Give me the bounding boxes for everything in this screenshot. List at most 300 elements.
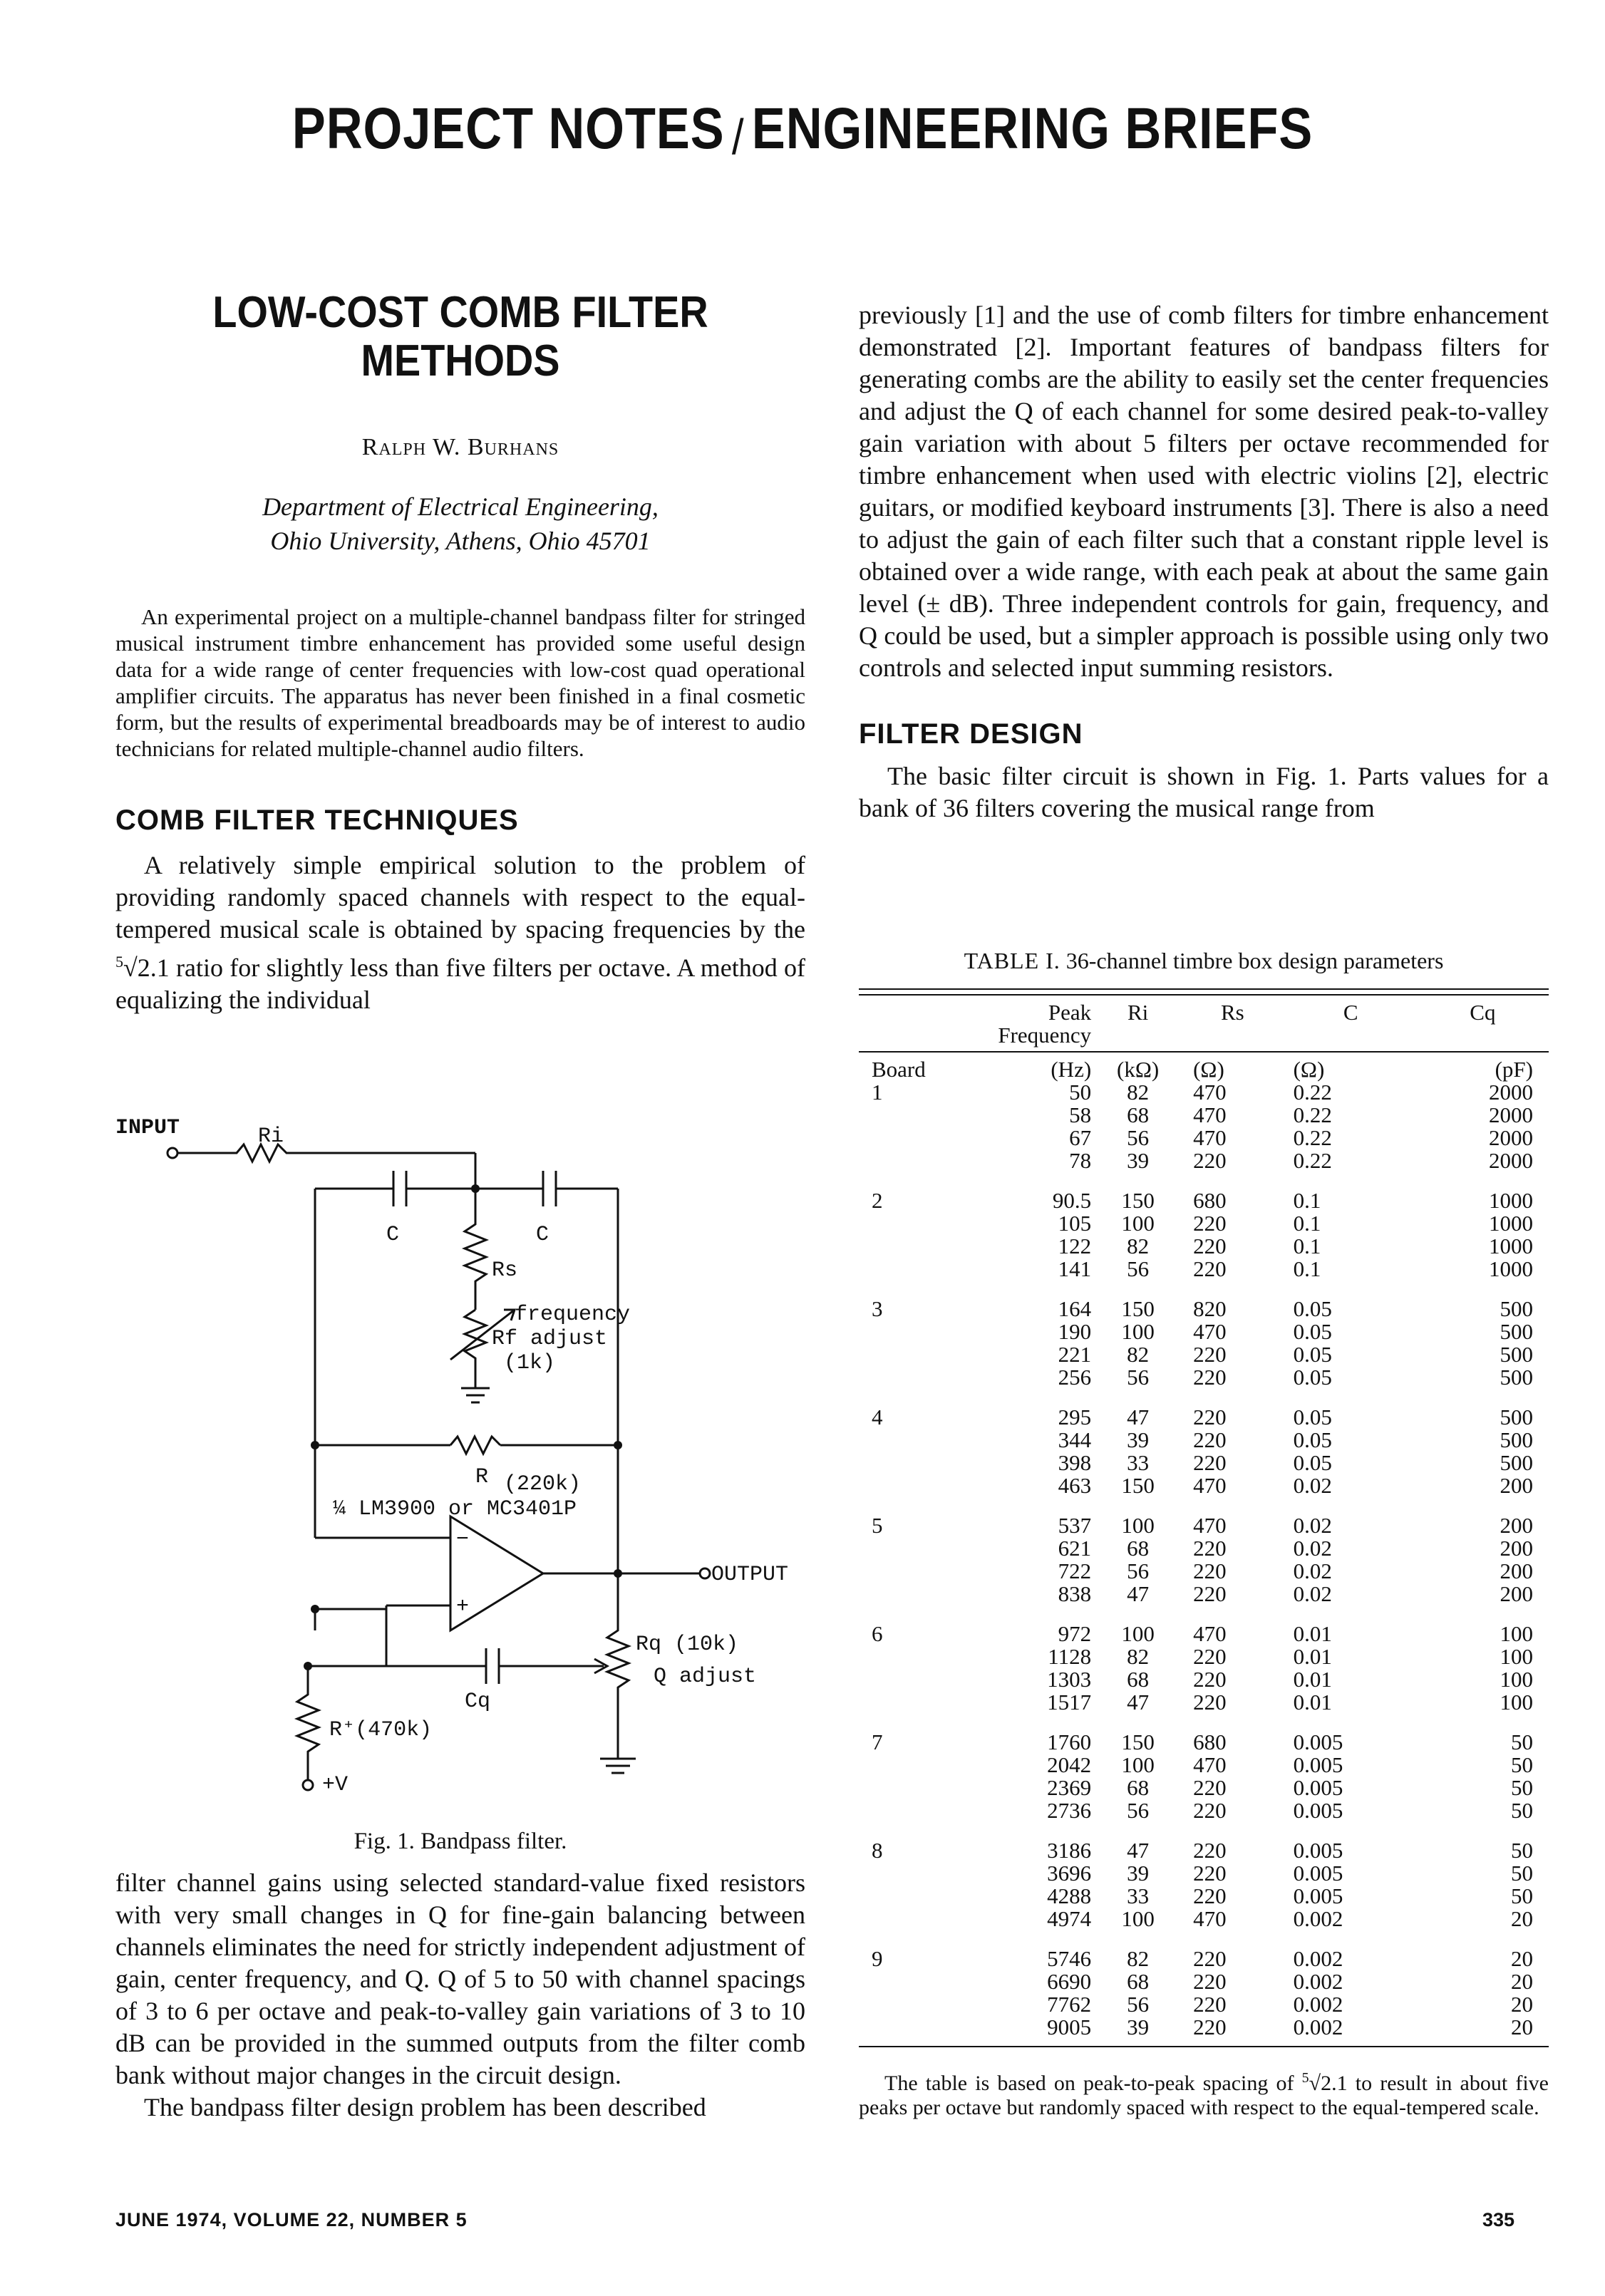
table-header-row xyxy=(859,996,1549,1052)
cell-cq: 2000 xyxy=(1489,1080,1533,1105)
label-plus: + xyxy=(456,1595,470,1619)
table-top-rule xyxy=(859,988,1549,990)
cell-cq: 500 xyxy=(1500,1296,1533,1321)
footer-issue: JUNE 1974, VOLUME 22, NUMBER 5 xyxy=(115,2209,468,2230)
cell-ri: 56 xyxy=(1127,1558,1150,1583)
cell-peak-frequency: 221 xyxy=(1058,1342,1092,1367)
cell-peak-frequency: 50 xyxy=(1069,1080,1092,1105)
footer-page-number: 335 xyxy=(1482,2209,1515,2230)
cell-board xyxy=(859,1212,953,1235)
cell-ri: 150 xyxy=(1121,1473,1155,1498)
cell-c: 0.1 xyxy=(1293,1188,1321,1213)
cell-peak-frequency: 1760 xyxy=(1047,1729,1092,1754)
title-line-2: METHODS xyxy=(361,336,560,386)
cell-rs: 220 xyxy=(1193,2015,1227,2039)
cell-cq: 100 xyxy=(1500,1644,1533,1669)
cell-board xyxy=(859,1691,953,1714)
section-heading-comb: COMB FILTER TECHNIQUES xyxy=(115,805,519,836)
cell-board xyxy=(859,1754,953,1777)
cell-peak-frequency: 1303 xyxy=(1047,1667,1092,1692)
cell-ri: 150 xyxy=(1121,1188,1155,1213)
cell-c: 0.02 xyxy=(1293,1558,1332,1583)
cell-ri: 39 xyxy=(1127,1148,1150,1173)
cell-c: 0.05 xyxy=(1293,1427,1332,1452)
table-row xyxy=(859,1343,1549,1366)
cell-rs: 470 xyxy=(1193,1621,1227,1646)
cell-rs: 220 xyxy=(1193,1342,1227,1367)
table-row xyxy=(859,1497,1549,1537)
cell-board xyxy=(859,1474,953,1497)
section-heading-filter: FILTER DESIGN xyxy=(859,718,1083,750)
cell-cq: 20 xyxy=(1511,1969,1533,1994)
cell-cq: 20 xyxy=(1511,1906,1533,1931)
resistor-rf xyxy=(465,1310,486,1388)
cell-board xyxy=(859,1149,953,1172)
unit-cq: (pF) xyxy=(1495,1057,1533,1082)
cell-ri: 33 xyxy=(1127,1450,1150,1475)
label-ic: ¼ LM3900 or MC3401P xyxy=(333,1497,577,1521)
cell-c: 0.005 xyxy=(1293,1729,1343,1754)
table-row xyxy=(859,1212,1549,1235)
cell-peak-frequency: 9005 xyxy=(1047,2015,1092,2039)
cell-ri: 56 xyxy=(1127,1992,1150,2017)
cell-cq: 20 xyxy=(1511,2015,1533,2039)
table-row xyxy=(859,1258,1549,1281)
cell-board xyxy=(859,1104,953,1127)
title-line-1: LOW-COST COMB FILTER xyxy=(212,288,708,337)
table-row xyxy=(859,1104,1549,1127)
cell-peak-frequency: 164 xyxy=(1058,1296,1092,1321)
affiliation-line-1: Department of Electrical Engineering, xyxy=(262,492,659,521)
cell-peak-frequency: 537 xyxy=(1058,1513,1092,1538)
resistor-r xyxy=(450,1437,500,1454)
cell-cq: 500 xyxy=(1500,1427,1533,1452)
cell-board xyxy=(859,1320,953,1343)
label-r-value: (220k) xyxy=(504,1472,582,1496)
cell-rs: 220 xyxy=(1193,1581,1227,1606)
cell-rs: 470 xyxy=(1193,1752,1227,1777)
left-column xyxy=(115,289,805,1016)
cell-peak-frequency: 1128 xyxy=(1048,1644,1092,1669)
cell-rs: 220 xyxy=(1193,1450,1227,1475)
cell-ri: 82 xyxy=(1127,1234,1150,1258)
cell-cq: 200 xyxy=(1500,1558,1533,1583)
cell-cq: 500 xyxy=(1500,1342,1533,1367)
cell-ri: 33 xyxy=(1127,1883,1150,1908)
cell-c: 0.1 xyxy=(1293,1234,1321,1258)
cell-ri: 56 xyxy=(1127,1256,1150,1281)
cell-c: 0.005 xyxy=(1293,1861,1343,1886)
unit-c: (Ω) xyxy=(1293,1057,1325,1082)
cell-cq: 200 xyxy=(1500,1513,1533,1538)
cell-peak-frequency: 6690 xyxy=(1047,1969,1092,1994)
cell-cq: 1000 xyxy=(1489,1234,1533,1258)
cell-rs: 220 xyxy=(1193,1969,1227,1994)
cell-rs: 220 xyxy=(1193,1946,1227,1971)
label-minus: − xyxy=(456,1528,470,1552)
cell-rs: 220 xyxy=(1193,1667,1227,1692)
table-row xyxy=(859,1366,1549,1389)
cell-c: 0.02 xyxy=(1293,1536,1332,1561)
table-row xyxy=(859,1908,1549,1930)
root-symbol: √ xyxy=(123,953,138,982)
label-input: INPUT xyxy=(115,1116,180,1140)
cell-c: 0.005 xyxy=(1293,1798,1343,1823)
cell-ri: 68 xyxy=(1127,1969,1150,1994)
cell-board: 7 xyxy=(872,1729,883,1754)
cell-c: 0.02 xyxy=(1293,1513,1332,1538)
cell-cq: 1000 xyxy=(1489,1211,1533,1236)
cell-rs: 470 xyxy=(1193,1513,1227,1538)
unit-freq: (Hz) xyxy=(1051,1057,1092,1082)
cell-cq: 500 xyxy=(1500,1365,1533,1390)
table-row xyxy=(859,1799,1549,1822)
cell-board xyxy=(859,1993,953,2016)
cell-c: 0.05 xyxy=(1293,1450,1332,1475)
cell-cq: 50 xyxy=(1511,1729,1533,1754)
table-row xyxy=(859,1930,1549,1970)
table-row xyxy=(859,1429,1549,1452)
header-freq: Peak Frequency xyxy=(998,1000,1092,1048)
cell-c: 0.05 xyxy=(1293,1342,1332,1367)
cell-rs: 680 xyxy=(1193,1188,1227,1213)
table-row xyxy=(859,1645,1549,1668)
cell-rs: 220 xyxy=(1193,1365,1227,1390)
table-note-root-symbol: √ xyxy=(1309,2072,1321,2095)
comb-paragraph-1 xyxy=(115,849,805,1016)
cell-board xyxy=(859,1235,953,1258)
table-row xyxy=(859,1605,1549,1645)
unit-rs: (Ω) xyxy=(1193,1057,1224,1082)
affiliation xyxy=(115,490,805,558)
cell-board xyxy=(859,2016,953,2039)
label-rq: Rq (10k) xyxy=(636,1633,739,1657)
table-row xyxy=(859,1452,1549,1474)
table-note-before: The table is based on peak-to-peak spacing of xyxy=(884,2072,1302,2095)
cell-rs: 470 xyxy=(1193,1125,1227,1150)
cell-cq: 500 xyxy=(1500,1405,1533,1429)
cell-c: 0.01 xyxy=(1293,1621,1332,1646)
cell-ri: 47 xyxy=(1127,1405,1150,1429)
cell-cq: 2000 xyxy=(1489,1148,1533,1173)
label-ri: Ri xyxy=(258,1124,284,1149)
page-header xyxy=(113,96,1493,165)
cell-c: 0.005 xyxy=(1293,1838,1343,1863)
table-row xyxy=(859,1862,1549,1885)
cell-rs: 680 xyxy=(1193,1729,1227,1754)
cell-board xyxy=(859,1908,953,1930)
cell-peak-frequency: 3186 xyxy=(1047,1838,1092,1863)
table-units-row xyxy=(859,1052,1549,1081)
comb-paragraph-1-continued: filter channel gains using selected standard-value fixed resistors with very small changes in Q for fine-gain balancing between channels eliminates the need for strictly independent adjustment of gain, center frequency, and Q. Q of 5 to 50 with channel spacings of 3 to 6 per octave and peak-to-valley gain variations of 3 to 10 dB can be provided in the summed outputs from the filter comb bank without major changes in the circuit design. xyxy=(115,1868,805,2089)
table-note-after: 2.1 to result in about five peaks per octave but randomly spaced with respect to the equal-tempered scale. xyxy=(859,2072,1549,2119)
cell-cq: 1000 xyxy=(1489,1256,1533,1281)
figure-bandpass-filter xyxy=(115,1116,805,1854)
cell-ri: 68 xyxy=(1127,1667,1150,1692)
label-q-adjust: Q adjust xyxy=(654,1665,757,1689)
cell-ri: 39 xyxy=(1127,2015,1150,2039)
cell-c: 0.01 xyxy=(1293,1667,1332,1692)
table-row xyxy=(859,1235,1549,1258)
cell-cq: 100 xyxy=(1500,1667,1533,1692)
cell-ri: 47 xyxy=(1127,1838,1150,1863)
label-rs: Rs xyxy=(492,1258,518,1283)
cell-c: 0.05 xyxy=(1293,1296,1332,1321)
cell-rs: 220 xyxy=(1193,1536,1227,1561)
right-column xyxy=(859,299,1549,824)
figure-caption: Fig. 1. Bandpass filter. xyxy=(353,1829,567,1854)
cell-c: 0.05 xyxy=(1293,1365,1332,1390)
cell-c: 0.002 xyxy=(1293,2015,1343,2039)
header-left: PROJECT NOTES xyxy=(291,96,725,161)
cell-peak-frequency: 7762 xyxy=(1047,1992,1092,2017)
cell-board xyxy=(859,1799,953,1822)
cell-cq: 50 xyxy=(1511,1775,1533,1800)
cell-rs: 220 xyxy=(1193,1690,1227,1715)
comb-p1-after: 2.1 ratio for slightly less than five filters per octave. A method of equalizing the individual xyxy=(115,953,805,1014)
right-paragraph-1: previously [1] and the use of comb filters for timbre enhancement demonstrated [2]. Important features of bandpass filters for generating combs are the ability to easily set the center frequencies and adjust the Q of each channel for some desired peak-to-valley gain variation with about 5 filters per octave recommended for timbre enhancement when used with electric violins [2], electric guitars, or modified keyboard instruments [3]. There is also a need to adjust the gain of each filter such that a constant ripple level is obtained over a wide range, with each peak at about the same gain level (± dB). Three independent controls for gain, frequency, and Q could be used, but a simpler approach is possible using only two controls and selected input summing resistors. xyxy=(859,301,1549,682)
cell-peak-frequency: 838 xyxy=(1058,1581,1092,1606)
header-rs: Rs xyxy=(1220,1000,1244,1025)
cell-ri: 39 xyxy=(1127,1427,1150,1452)
abstract: An experimental project on a multiple-channel bandpass filter for stringed musical instrument timbre enhancement has provided some useful design data for a wide range of center frequencies with low-cost quad operational amplifier circuits. The apparatus has never been finished in a final cosmetic form, but the results of experimental breadboards may be of interest to audio technicians for related multiple-channel audio filters. xyxy=(115,604,805,761)
header-slash: / xyxy=(731,109,745,165)
table-row xyxy=(859,1583,1549,1605)
left-column-continued xyxy=(115,1867,805,2124)
table-row xyxy=(859,1320,1549,1343)
cell-ri: 56 xyxy=(1127,1125,1150,1150)
label-rf-adjust: Rf adjust xyxy=(492,1327,608,1351)
cell-board xyxy=(859,1645,953,1668)
table-caption-text: 36-channel timbre box design parameters xyxy=(1065,948,1444,973)
label-c-right: C xyxy=(536,1223,549,1247)
root-index: 5 xyxy=(115,953,123,971)
cell-cq: 100 xyxy=(1500,1621,1533,1646)
cell-board: 8 xyxy=(872,1838,883,1863)
cell-peak-frequency: 621 xyxy=(1058,1536,1092,1561)
output-terminal xyxy=(700,1568,710,1578)
comb-p1-before: A relatively simple empirical solution to the problem of providing randomly spaced channels with respect to the equal-tempered musical scale is obtained by spacing frequencies by the xyxy=(115,851,805,943)
cell-board xyxy=(859,1452,953,1474)
cell-c: 0.1 xyxy=(1293,1211,1321,1236)
cell-peak-frequency: 105 xyxy=(1058,1211,1092,1236)
cell-rs: 470 xyxy=(1193,1906,1227,1931)
cell-ri: 150 xyxy=(1121,1729,1155,1754)
cell-cq: 100 xyxy=(1500,1690,1533,1715)
vplus-terminal xyxy=(303,1780,313,1790)
resistor-ri xyxy=(177,1144,475,1162)
table-row xyxy=(859,1822,1549,1862)
cell-peak-frequency: 295 xyxy=(1058,1405,1092,1429)
cell-rs: 220 xyxy=(1193,1234,1227,1258)
label-c-left: C xyxy=(386,1223,400,1247)
label-rf-value: (1k) xyxy=(504,1351,556,1375)
cell-cq: 50 xyxy=(1511,1883,1533,1908)
unit-ri: (kΩ) xyxy=(1117,1057,1160,1082)
cell-peak-frequency: 5746 xyxy=(1047,1946,1092,1971)
cell-rs: 220 xyxy=(1193,1798,1227,1823)
table-note xyxy=(859,2066,1549,2120)
table-row xyxy=(859,1885,1549,1908)
table-1 xyxy=(859,948,1549,2141)
cell-ri: 100 xyxy=(1121,1906,1155,1931)
cell-rs: 220 xyxy=(1193,1256,1227,1281)
cell-c: 0.005 xyxy=(1293,1883,1343,1908)
cell-board xyxy=(859,1885,953,1908)
cell-peak-frequency: 2042 xyxy=(1047,1752,1092,1777)
cell-ri: 47 xyxy=(1127,1581,1150,1606)
cell-peak-frequency: 122 xyxy=(1058,1234,1092,1258)
cell-c: 0.05 xyxy=(1293,1405,1332,1429)
cell-ri: 150 xyxy=(1121,1296,1155,1321)
cell-board xyxy=(859,1777,953,1799)
resistor-rq xyxy=(607,1573,629,1759)
table-row xyxy=(859,1281,1549,1320)
cell-c: 0.22 xyxy=(1293,1148,1332,1173)
cell-cq: 50 xyxy=(1511,1861,1533,1886)
label-output: OUTPUT xyxy=(711,1563,789,1587)
cell-rs: 220 xyxy=(1193,1883,1227,1908)
cell-rs: 220 xyxy=(1193,1405,1227,1429)
cell-peak-frequency: 1517 xyxy=(1047,1690,1092,1715)
table-row xyxy=(859,1560,1549,1583)
cell-c: 0.01 xyxy=(1293,1690,1332,1715)
cell-board: 3 xyxy=(872,1296,883,1321)
cell-peak-frequency: 722 xyxy=(1058,1558,1092,1583)
cell-cq: 1000 xyxy=(1489,1188,1533,1213)
cell-rs: 220 xyxy=(1193,1992,1227,2017)
comb-paragraph-2: The bandpass filter design problem has been described xyxy=(144,2093,706,2121)
cell-peak-frequency: 398 xyxy=(1058,1450,1092,1475)
cell-c: 0.005 xyxy=(1293,1775,1343,1800)
cell-rs: 470 xyxy=(1193,1080,1227,1105)
cell-rs: 220 xyxy=(1193,1427,1227,1452)
cell-c: 0.005 xyxy=(1293,1752,1343,1777)
cell-board xyxy=(859,1560,953,1583)
cell-ri: 100 xyxy=(1121,1752,1155,1777)
cell-ri: 56 xyxy=(1127,1365,1150,1390)
table-row xyxy=(859,1714,1549,1754)
cell-ri: 68 xyxy=(1127,1102,1150,1127)
filter-paragraph-1: The basic filter circuit is shown in Fig. 1. Parts values for a bank of 36 filters covering the musical range from xyxy=(859,762,1549,822)
cell-board xyxy=(859,1583,953,1605)
affiliation-line-2: Ohio University, Athens, Ohio 45701 xyxy=(270,527,651,555)
resistor-rs xyxy=(465,1189,486,1310)
cell-c: 0.05 xyxy=(1293,1319,1332,1344)
cell-cq: 200 xyxy=(1500,1581,1533,1606)
table-row xyxy=(859,1537,1549,1560)
cell-c: 0.22 xyxy=(1293,1102,1332,1127)
cell-board xyxy=(859,1127,953,1149)
header-right: ENGINEERING BRIEFS xyxy=(751,96,1314,161)
cell-cq: 50 xyxy=(1511,1798,1533,1823)
table-row xyxy=(859,1668,1549,1691)
cell-ri: 68 xyxy=(1127,1536,1150,1561)
schematic-diagram xyxy=(115,1117,805,1823)
cell-ri: 56 xyxy=(1127,1798,1150,1823)
cell-ri: 68 xyxy=(1127,1775,1150,1800)
cell-cq: 2000 xyxy=(1489,1102,1533,1127)
cell-cq: 200 xyxy=(1500,1473,1533,1498)
cell-peak-frequency: 3696 xyxy=(1047,1861,1092,1886)
cell-c: 0.02 xyxy=(1293,1473,1332,1498)
cell-ri: 100 xyxy=(1121,1513,1155,1538)
cell-board xyxy=(859,1429,953,1452)
cell-c: 0.002 xyxy=(1293,1969,1343,1994)
cell-ri: 47 xyxy=(1127,1690,1150,1715)
label-r: R xyxy=(475,1465,489,1489)
header-cq: Cq xyxy=(1470,1000,1496,1025)
table-row xyxy=(859,1081,1549,1104)
cell-ri: 39 xyxy=(1127,1861,1150,1886)
cell-rs: 220 xyxy=(1193,1838,1227,1863)
cell-board: 2 xyxy=(872,1188,883,1213)
cell-rs: 470 xyxy=(1193,1102,1227,1127)
cell-peak-frequency: 190 xyxy=(1058,1319,1092,1344)
input-terminal xyxy=(167,1148,177,1158)
cell-cq: 500 xyxy=(1500,1319,1533,1344)
cell-peak-frequency: 463 xyxy=(1058,1473,1092,1498)
table-row xyxy=(859,1970,1549,1993)
table-caption xyxy=(859,948,1549,974)
cell-c: 0.002 xyxy=(1293,1992,1343,2017)
table-row xyxy=(859,1754,1549,1777)
table-row xyxy=(859,1691,1549,1714)
cell-board xyxy=(859,1343,953,1366)
cell-ri: 100 xyxy=(1121,1319,1155,1344)
cell-ri: 100 xyxy=(1121,1211,1155,1236)
cell-peak-frequency: 67 xyxy=(1069,1125,1092,1150)
label-frequency: frequency xyxy=(515,1303,631,1327)
author: Ralph W. Burhans xyxy=(361,434,559,460)
cell-c: 0.1 xyxy=(1293,1256,1321,1281)
cell-rs: 220 xyxy=(1193,1211,1227,1236)
cell-c: 0.22 xyxy=(1293,1080,1332,1105)
table-row xyxy=(859,2016,1549,2039)
cell-board xyxy=(859,1537,953,1560)
table-note-root-index: 5 xyxy=(1301,2070,1309,2086)
cell-board: 6 xyxy=(872,1621,883,1646)
cell-board: 9 xyxy=(872,1946,883,1971)
cell-cq: 50 xyxy=(1511,1752,1533,1777)
label-rplus: R⁺(470k) xyxy=(329,1718,433,1742)
cell-c: 0.22 xyxy=(1293,1125,1332,1150)
cell-peak-frequency: 344 xyxy=(1058,1427,1092,1452)
table-row xyxy=(859,1389,1549,1429)
parameters-table xyxy=(859,996,1549,2039)
cell-board: 5 xyxy=(872,1513,883,1538)
cell-board: 1 xyxy=(872,1080,883,1105)
cell-ri: 82 xyxy=(1127,1644,1150,1669)
label-cq: Cq xyxy=(465,1690,491,1714)
cell-cq: 200 xyxy=(1500,1536,1533,1561)
table-bottom-rule xyxy=(859,2046,1549,2047)
cell-board xyxy=(859,1970,953,1993)
table-row xyxy=(859,1777,1549,1799)
cell-board xyxy=(859,1668,953,1691)
cell-board: 4 xyxy=(872,1405,883,1429)
cell-rs: 220 xyxy=(1193,1644,1227,1669)
cell-peak-frequency: 90.5 xyxy=(1052,1188,1092,1213)
cell-rs: 220 xyxy=(1193,1861,1227,1886)
cell-peak-frequency: 78 xyxy=(1069,1148,1092,1173)
cell-ri: 82 xyxy=(1127,1080,1150,1105)
cell-peak-frequency: 141 xyxy=(1058,1256,1092,1281)
table-row xyxy=(859,1149,1549,1172)
cell-board xyxy=(859,1258,953,1281)
cell-ri: 82 xyxy=(1127,1342,1150,1367)
cell-c: 0.01 xyxy=(1293,1644,1332,1669)
